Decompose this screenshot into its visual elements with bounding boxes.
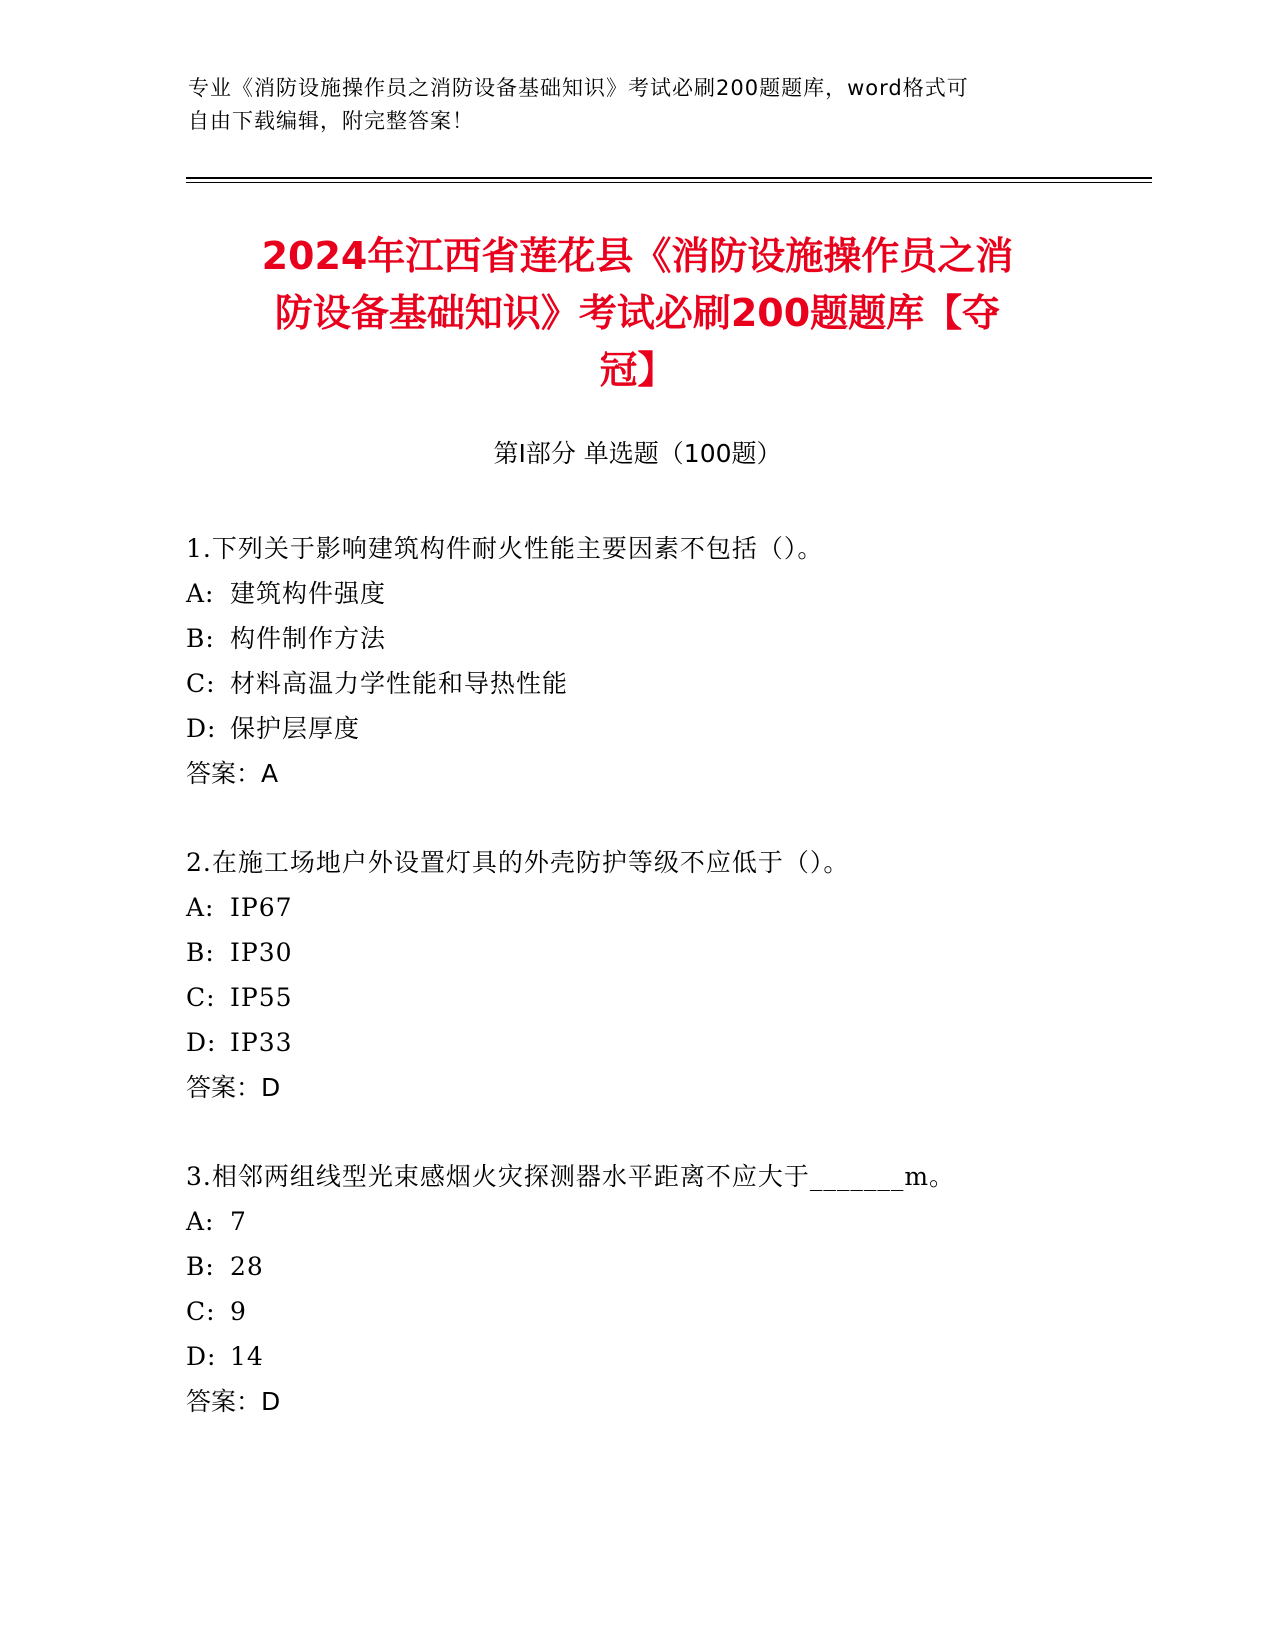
option-letter: A:: [186, 579, 215, 608]
header-note-line-2: 自由下载编辑，附完整答案！: [188, 109, 474, 133]
option-text: 保护层厚度: [230, 714, 361, 743]
option-letter: B:: [186, 624, 215, 653]
option-text: 28: [230, 1252, 264, 1281]
option-text: 9: [230, 1297, 247, 1326]
option-text: 建筑构件强度: [230, 579, 387, 608]
option-letter: C:: [186, 669, 216, 698]
option-d: [186, 1020, 1146, 1065]
option-d: [186, 1334, 1146, 1379]
option-letter: D:: [186, 714, 217, 743]
option-b: [186, 1244, 1146, 1289]
option-text: 14: [230, 1342, 264, 1371]
option-d: [186, 706, 1146, 751]
section-title: 第Ⅰ部分 单选题（100题）: [493, 439, 782, 468]
header-note-line-1: 专业《消防设施操作员之消防设备基础知识》考试必刷200题题库，word格式可: [188, 76, 969, 100]
question-stem: 1.下列关于影响建筑构件耐火性能主要因素不包括（）。: [186, 534, 824, 563]
header-divider-thick: [186, 177, 1152, 179]
option-letter: B:: [186, 938, 215, 967]
document-title-line-1: 2024年江西省莲花县《消防设施操作员之消: [261, 234, 1014, 278]
option-text: IP33: [230, 1028, 293, 1057]
option-c: [186, 1289, 1146, 1334]
answer-line: 答案：A: [186, 759, 279, 788]
option-text: IP30: [230, 938, 293, 967]
option-text: 构件制作方法: [230, 624, 387, 653]
header-note: [188, 72, 1068, 138]
option-letter: C:: [186, 1297, 216, 1326]
option-letter: D:: [186, 1028, 217, 1057]
option-b: [186, 930, 1146, 975]
question-stem: 3.相邻两组线型光束感烟火灾探测器水平距离不应大于_______m。: [186, 1162, 956, 1191]
option-text: 材料高温力学性能和导热性能: [230, 669, 569, 698]
option-b: [186, 616, 1146, 661]
option-a: [186, 571, 1146, 616]
option-c: [186, 661, 1146, 706]
question-list: [186, 526, 1146, 1468]
document-title-line-2: 防设备基础知识》考试必刷200题题库【夺: [274, 291, 1001, 335]
option-letter: A:: [186, 893, 215, 922]
question-3: [186, 1154, 1146, 1424]
document-title: [180, 228, 1095, 399]
document-title-line-3: 冠】: [599, 348, 676, 392]
option-a: [186, 1199, 1146, 1244]
option-a: [186, 885, 1146, 930]
option-letter: A:: [186, 1207, 215, 1236]
option-text: IP55: [230, 983, 293, 1012]
answer-line: 答案：D: [186, 1387, 281, 1416]
option-text: 7: [230, 1207, 247, 1236]
option-letter: B:: [186, 1252, 215, 1281]
question-stem: 2.在施工场地户外设置灯具的外壳防护等级不应低于（）。: [186, 848, 850, 877]
question-2: [186, 840, 1146, 1110]
option-c: [186, 975, 1146, 1020]
option-letter: D:: [186, 1342, 217, 1371]
option-text: IP67: [230, 893, 293, 922]
header-divider-thin: [186, 182, 1152, 183]
answer-line: 答案：D: [186, 1073, 281, 1102]
question-1: [186, 526, 1146, 796]
option-letter: C:: [186, 983, 216, 1012]
